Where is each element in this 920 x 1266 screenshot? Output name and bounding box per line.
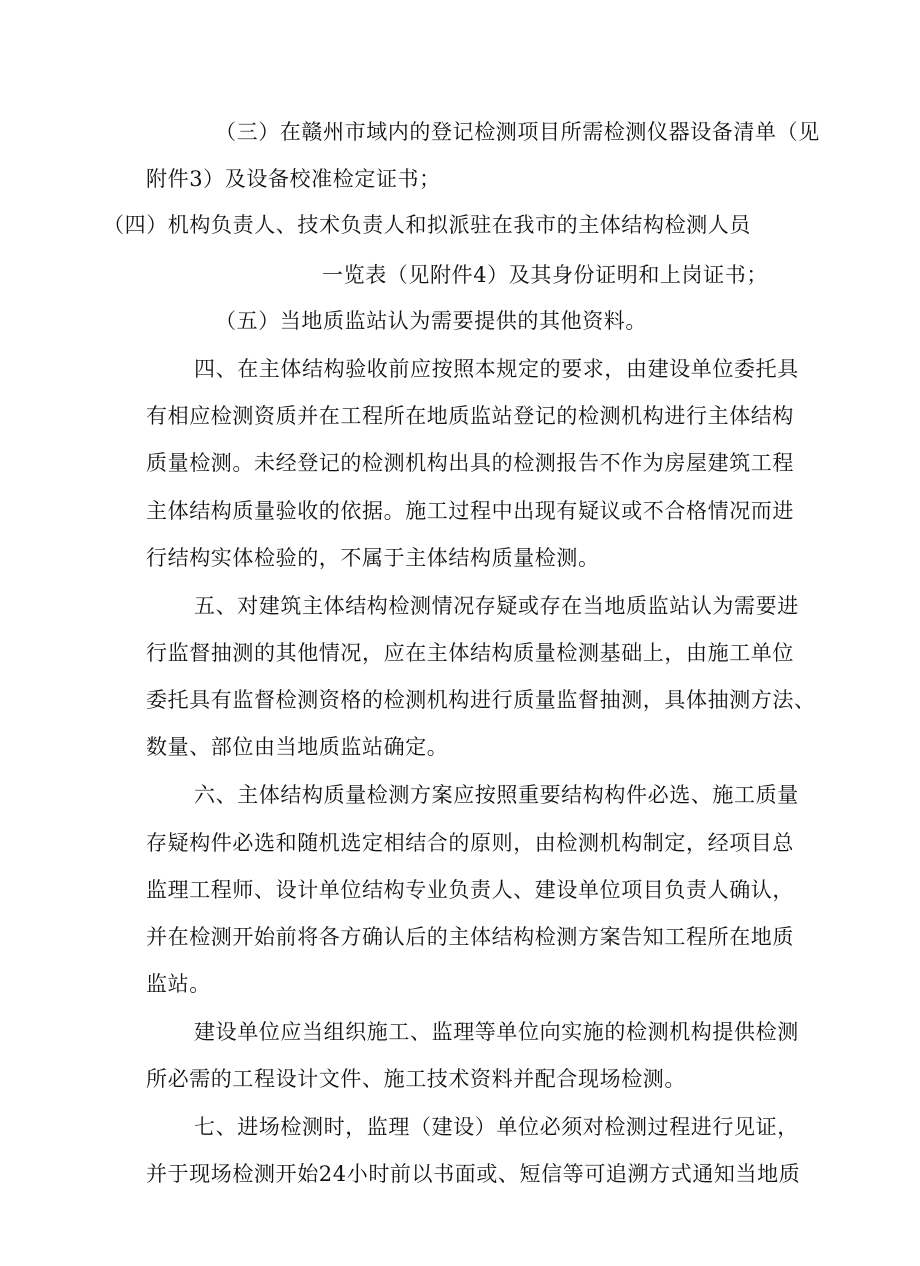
text-line: 数量、部位由当地质监站确定。 xyxy=(146,735,449,759)
text-line: 所必需的工程设计文件、施工技术资料并配合现场检测。 xyxy=(146,1067,686,1091)
text-line: 主体结构质量验收的依据。施工过程中出现有疑议或不合格情况而进 xyxy=(146,499,794,523)
text-line: 行监督抽测的其他情况，应在主体结构质量检测基础上，由施工单位 xyxy=(146,641,794,665)
text-line: 四、在主体结构验收前应按照本规定的要求，由建设单位委托具 xyxy=(194,357,799,381)
text-line: 监站。 xyxy=(146,972,211,996)
text-line: 建设单位应当组织施工、监理等单位向实施的检测机构提供检测 xyxy=(194,1020,799,1044)
text-line: 委托具有监督检测资格的检测机构进行质量监督抽测，具体抽测方法、 xyxy=(146,688,816,712)
text-line: 质量检测。未经登记的检测机构出具的检测报告不作为房屋建筑工程 xyxy=(146,451,794,475)
text-line: 有相应检测资质并在工程所在地质监站登记的检测机构进行主体结构 xyxy=(146,404,794,428)
text-line: （五）当地质监站认为需要提供的其他资料。 xyxy=(215,309,647,333)
text-line: 五、对建筑主体结构检测情况存疑或存在当地质监站认为需要进 xyxy=(194,594,799,618)
text-line: 行结构实体检验的，不属于主体结构质量检测。 xyxy=(146,546,600,570)
text-line: 六、主体结构质量检测方案应按照重要结构构件必选、施工质量 xyxy=(194,783,799,807)
text-line: （三）在赣州市域内的登记检测项目所需检测仪器设备清单（见 xyxy=(215,120,820,144)
text-line: 存疑构件必选和随机选定相结合的原则，由检测机构制定，经项目总 xyxy=(146,831,794,855)
text-line: 七、进场检测时，监理（建设）单位必须对检测过程进行见证， xyxy=(194,1115,799,1139)
text-line: 监理工程师、设计单位结构专业负责人、建设单位项目负责人确认， xyxy=(146,878,794,902)
text-line: 一览表（见附件4）及其身份证明和上岗证书； xyxy=(322,263,768,287)
text-line: （四）机构负责人、技术负责人和拟派驻在我市的主体结构检测人员 xyxy=(103,213,751,237)
text-line: 并于现场检测开始24小时前以书面或、短信等可追溯方式通知当地质 xyxy=(146,1162,801,1186)
text-line: 附件3）及设备校准检定证书； xyxy=(146,167,441,191)
text-line: 并在检测开始前将各方确认后的主体结构检测方案告知工程所在地质 xyxy=(146,925,794,949)
